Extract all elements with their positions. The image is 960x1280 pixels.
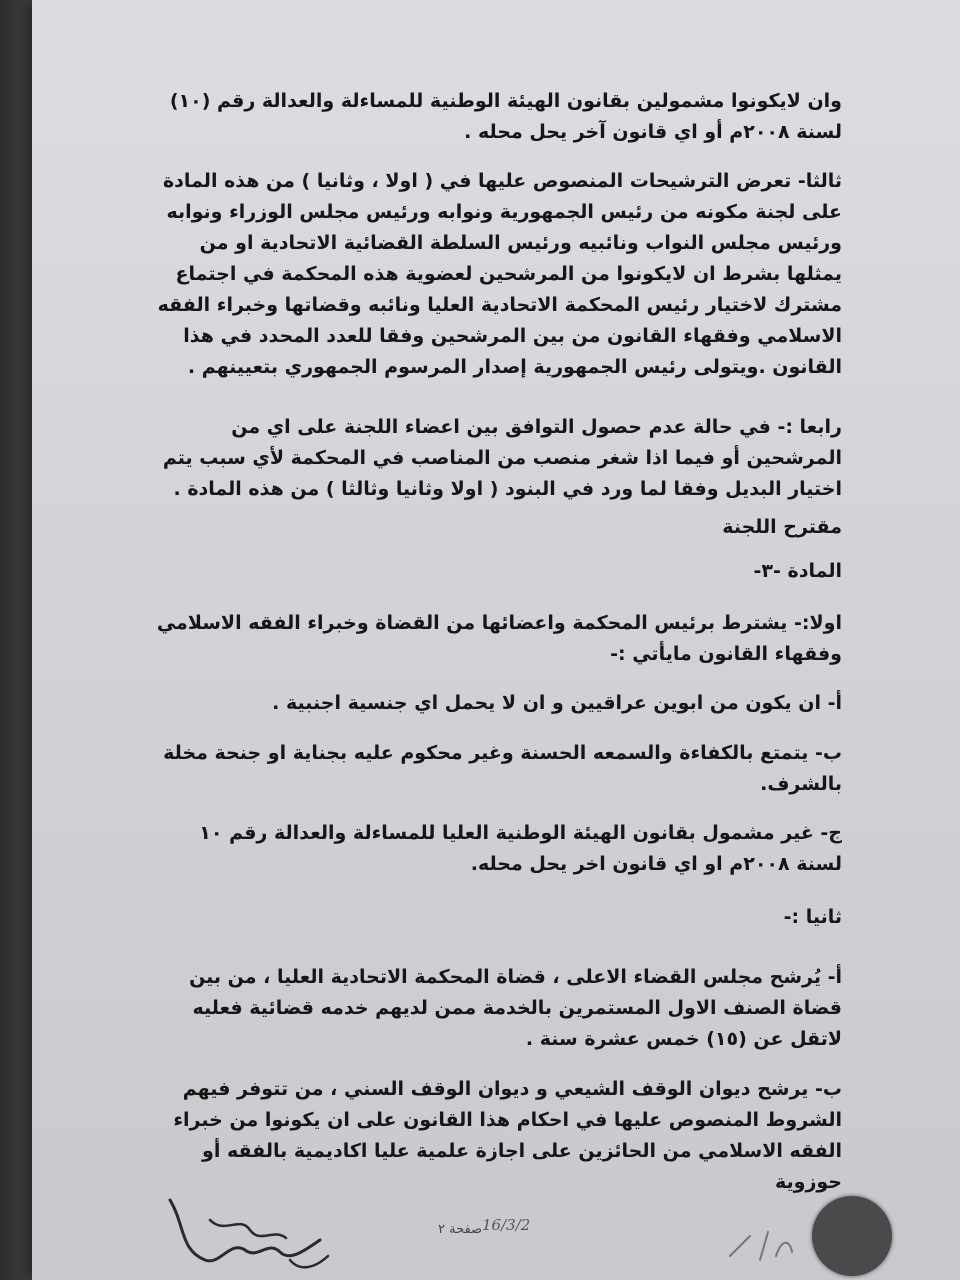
heading-article-3: المادة -٣- [753,560,842,582]
heading-second: ثانيا :- [783,906,842,928]
document-page [32,0,960,1280]
item-c: ج- غير مشمول بقانون الهيئة الوطنية العليا للمساءلة والعدالة رقم ١٠ لسنة ٢٠٠٨م او اي قانون اخر يحل محله. [199,822,842,875]
paragraph-third: ثالثا- تعرض الترشيحات المنصوص عليها في ( اولا ، وثانيا ) من هذه المادة على لجنة مكونه من رئيس الجمهورية ونوابه ورئيس مجلس الوزراء ونوابه ورئيس مجلس النواب ونائبيه ورئيس السلطة القضائية الاتحادية او من يمثلها بشرط ان لايكونوا من المرشحين لعضوية هذه المحكمة في اجتماع مشترك لاختيار رئيس المحكمة الاتحادية العليا ونائبه وقضاتها وخبراء الفقه الاسلامي وفقهاء القانون من بين المرشحين وفقا للعدد المحدد في هذا القانون .ويتولى رئيس الجمهورية إصدار المرسوم الجمهوري بتعيينهم . [157,170,842,378]
stamp-mark [812,1196,892,1276]
handwritten-date: 16/3/2 [482,1216,531,1234]
item-b: ب- يتمتع بالكفاءة والسمعه الحسنة وغير محكوم عليه بجناية او جنحة مخلة بالشرف. [163,742,842,795]
paragraph-continuation: وان لايكونوا مشمولين بقانون الهيئة الوطنية للمساءلة والعدالة رقم (١٠) لسنة ٢٠٠٨م أو اي قانون آخر يحل محله . [169,90,842,143]
margin-mark [720,1226,800,1270]
heading-committee-proposal: مقترح اللجنة [722,516,842,538]
paragraph-first: اولا:- يشترط برئيس المحكمة واعضائها من القضاة وخبراء الفقه الاسلامي وفقهاء القانون مايأتي :- [156,612,842,665]
item-a: أ- ان يكون من ابوين عراقيين و ان لا يحمل اي جنسية اجنبية . [272,692,842,714]
page-number: صفحة ٢ [438,1222,483,1237]
item-second-b: ب- يرشح ديوان الوقف الشيعي و ديوان الوقف السني ، من تتوفر فيهم الشروط المنصوص عليها في احكام هذا القانون على ان يكونوا من خبراء الفقه الاسلامي من الحائزين على اجازة علمية عليا اكاديمية بالفقه أو حوزوية [173,1078,842,1193]
handwritten-signature [150,1180,350,1280]
item-second-a: أ- يُرشح مجلس القضاء الاعلى ، قضاة المحكمة الاتحادية العليا ، من بين قضاة الصنف الاول المستمرين بالخدمة ممن لديهم خدمه قضائية فعليه لاتقل عن (١٥) خمس عشرة سنة . [189,966,842,1050]
paragraph-fourth: رابعا :- في حالة عدم حصول التوافق بين اعضاء اللجنة على اي من المرشحين أو فيما اذا شغر منصب من المناصب في المحكمة لأي سبب يتم اختيار البديل وفقا لما ورد في البنود ( اولا وثانيا وثالثا ) من هذه المادة . [162,416,842,500]
